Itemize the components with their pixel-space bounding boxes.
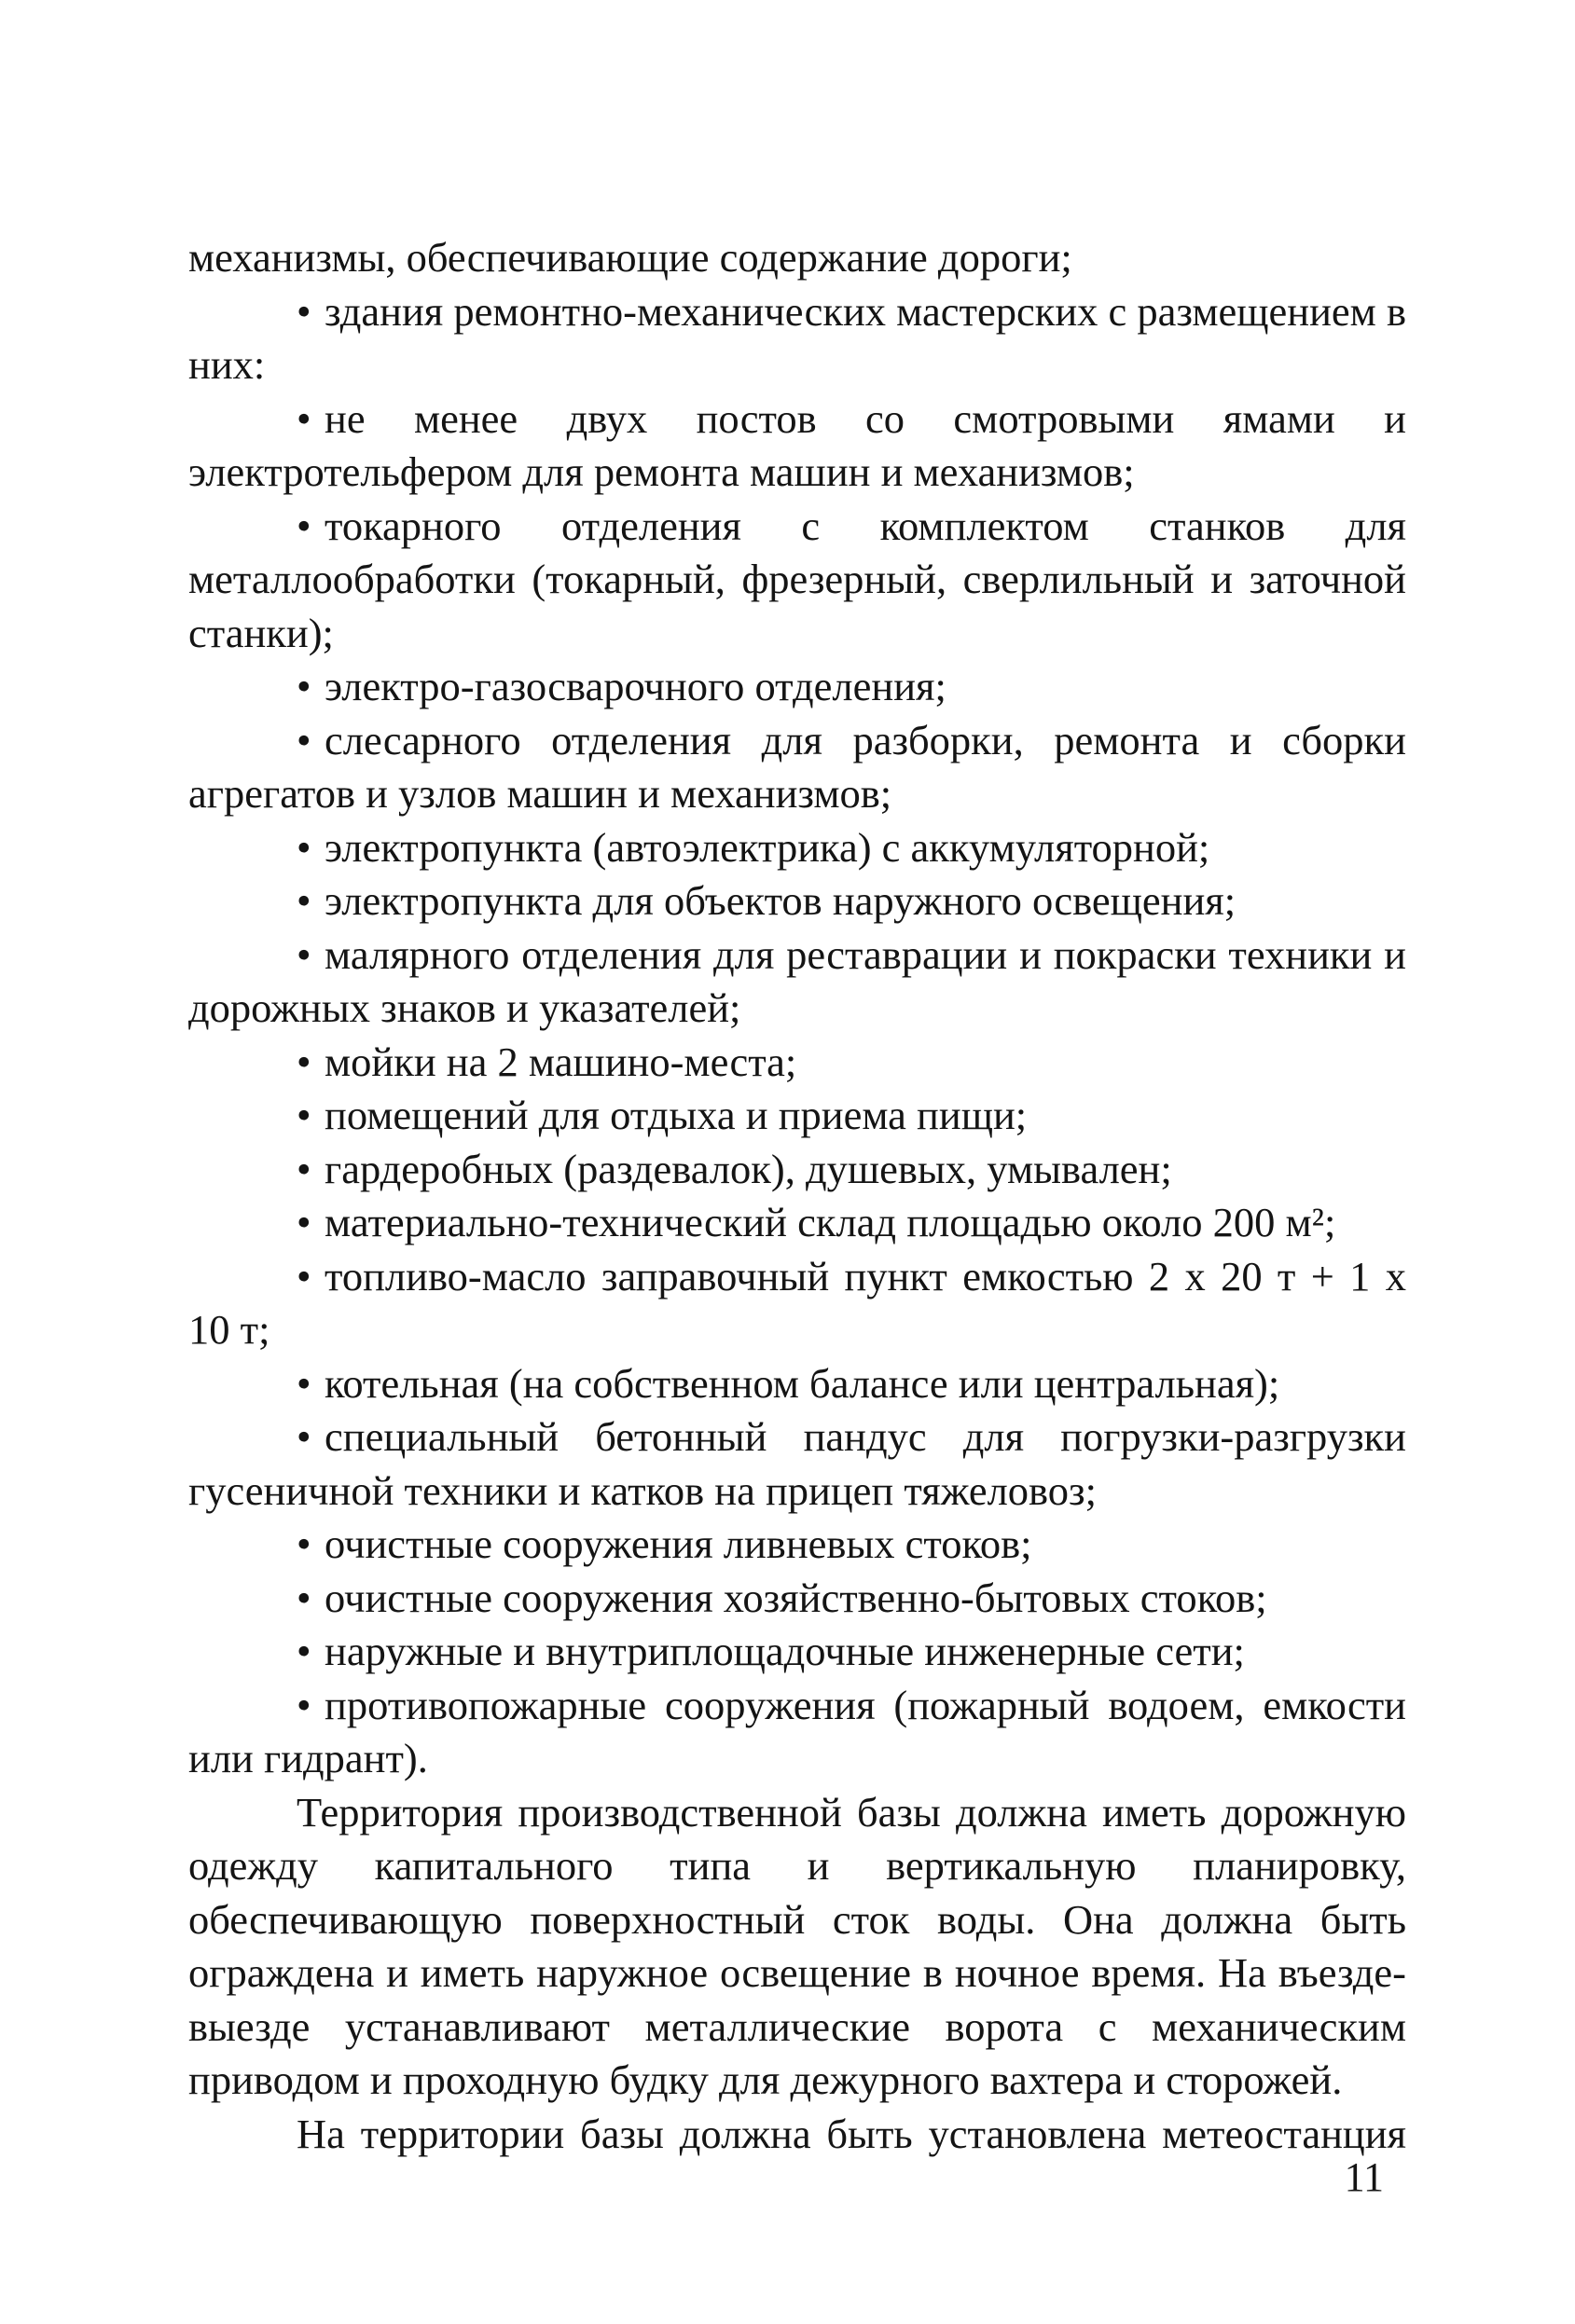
bullet-item-auto-electric — [188, 821, 1406, 875]
bullet-marker: • — [297, 1413, 311, 1460]
bullet-text: материально-технический склад площадью около 200 м²; — [325, 1199, 1336, 1245]
bullet-text: гардеробных (раздевалок), душевых, умывален; — [325, 1145, 1172, 1192]
paragraph-weather-station: На территории базы должна быть установлена метеостанция — [297, 2110, 1406, 2157]
bullet-item-lighting-electric — [188, 874, 1406, 928]
bullet-text: очистные сооружения ливневых стоков; — [325, 1520, 1032, 1567]
bullet-marker: • — [297, 287, 311, 335]
bullet-marker: • — [297, 1574, 311, 1621]
bullet-text: наружные и внутриплощадочные инженерные сети; — [325, 1628, 1245, 1674]
body-text — [188, 231, 1406, 2161]
bullet-item-utility-networks — [188, 1625, 1406, 1679]
bullet-item-warehouse — [188, 1196, 1406, 1250]
bullet-marker: • — [297, 1092, 311, 1138]
bullet-marker: • — [297, 1681, 311, 1728]
bullet-text: слесарного отделения для разборки, ремонта и сборки агрегатов и узлов машин и механизмов; — [188, 716, 1406, 817]
bullet-text: топливо-масло заправочный пункт емкостью 2 х 20 т + 1 х 10 т; — [188, 1252, 1406, 1353]
bullet-text: токарного отделения с комплектом станков для металлообработки (токарный, фрезерный, сверлильный и заточной станки); — [188, 502, 1406, 656]
bullet-text: мойки на 2 машино-места; — [325, 1038, 797, 1085]
bullet-marker: • — [297, 1038, 311, 1085]
bullet-text: противопожарные сооружения (пожарный водоем, емкости или гидрант). — [188, 1681, 1406, 1781]
bullet-marker: • — [297, 663, 311, 709]
bullet-marker: • — [297, 1252, 311, 1300]
bullet-item-loading-ramp — [188, 1410, 1406, 1518]
bullet-item-washing — [188, 1036, 1406, 1090]
bullet-text: специальный бетонный пандус для погрузки-разгрузки гусеничной техники и катков на прицеп тяжеловоз; — [188, 1413, 1406, 1514]
bullet-item-boiler-house — [188, 1357, 1406, 1411]
paragraph-0: механизмы, обеспечивающие содержание дороги; — [188, 234, 1072, 281]
bullet-text: электропункта (автоэлектрика) с аккумуляторной; — [325, 823, 1210, 871]
bullet-item-fire-protection — [188, 1679, 1406, 1786]
bullet-item-wardrobes — [188, 1143, 1406, 1197]
bullet-marker: • — [297, 1199, 311, 1245]
bullet-marker: • — [297, 394, 311, 442]
bullet-marker: • — [297, 823, 311, 871]
bullet-item-turning-department — [188, 500, 1406, 661]
bullet-text: не менее двух постов со смотровыми ямами и электротельфером для ремонта машин и механизмов; — [188, 394, 1406, 495]
bullet-item-rest-rooms — [188, 1089, 1406, 1143]
bullet-text: малярного отделения для реставрации и покраски техники и дорожных знаков и указателей; — [188, 930, 1406, 1031]
bullet-marker: • — [297, 1628, 311, 1674]
bullet-marker: • — [297, 877, 311, 924]
bullet-text: электропункта для объектов наружного освещения; — [325, 877, 1237, 924]
bullet-item-fuel-station — [188, 1250, 1406, 1357]
bullet-item-locksmith-department — [188, 714, 1406, 821]
bullet-marker: • — [297, 930, 311, 978]
bullet-text: очистные сооружения хозяйственно-бытовых стоков; — [325, 1574, 1267, 1621]
bullet-item-paint-department — [188, 928, 1406, 1036]
page-number: 11 — [1344, 2154, 1384, 2200]
bullet-item-inspection-posts — [188, 392, 1406, 500]
bullet-marker: • — [297, 1359, 311, 1407]
bullet-marker: • — [297, 502, 311, 549]
bullet-text: помещений для отдыха и приема пищи; — [325, 1092, 1028, 1138]
bullet-item-welding-department — [188, 660, 1406, 714]
bullet-text: электро-газосварочного отделения; — [325, 663, 946, 709]
bullet-text: здания ремонтно-механических мастерских с размещением в них: — [188, 287, 1406, 388]
bullet-marker: • — [297, 716, 311, 763]
bullet-marker: • — [297, 1145, 311, 1192]
bullet-item-workshops — [188, 285, 1406, 392]
bullet-item-sewage-treatment — [188, 1572, 1406, 1626]
bullet-marker: • — [297, 1520, 311, 1567]
bullet-item-storm-treatment — [188, 1518, 1406, 1572]
bullet-text: котельная (на собственном балансе или центральная); — [325, 1359, 1280, 1407]
paragraph-territory: Территория производственной базы должна иметь дорожную одежду капитального типа и вертикальную планировку, обеспечивающую поверхностный сток воды. Она должна быть ограждена и иметь наружное освещение в ночное время. На въезде-выезде устанавливают металлические ворота с механическим приводом и проходную будку для дежурного вахтера и сторожей. — [188, 1788, 1406, 2103]
